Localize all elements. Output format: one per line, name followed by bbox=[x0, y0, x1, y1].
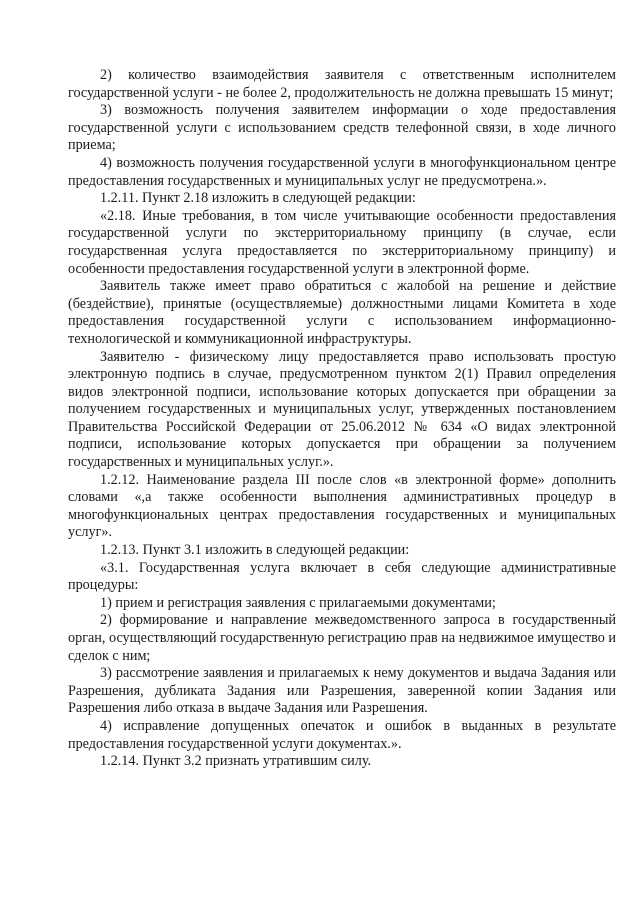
paragraph-clause-1-2-11: 1.2.11. Пункт 2.18 изложить в следующей редакции: bbox=[100, 190, 416, 207]
paragraph-clause-1-2-14: 1.2.14. Пункт 3.2 признать утратившим силу. bbox=[100, 753, 372, 770]
paragraph-item-3-info-access: 3) возможность получения заявителем информации о ходе предоставления государственной услуги с использованием средств телефонной связи, в ходе личного приема; bbox=[68, 102, 616, 154]
paragraph-procedure-1: 1) прием и регистрация заявления с прилагаемыми документами; bbox=[100, 594, 496, 611]
paragraph-item-2-interaction-count: 2) количество взаимодействия заявителя с ответственным исполнителем государственной услуги - не более 2, продолжительность не должна превышать 15 минут; bbox=[68, 67, 616, 101]
paragraph-clause-2-18: «2.18. Иные требования, в том числе учитывающие особенности предоставления государственной услуги по экстерриториальному принципу (в случае, если государственная услуга предоставляется по экстерриториальному принципу) и особенности предоставления государственной услуги в электронной форме. bbox=[68, 207, 616, 277]
paragraph-item-4-mfc: 4) возможность получения государственной услуги в многофункциональном центре предоставления государственных и муниципальных услуг не предусмотрена.». bbox=[68, 154, 616, 189]
paragraph-clause-1-2-12: 1.2.12. Наименование раздела III после слов «в электронной форме» дополнить словами «,а также особенности выполнения административных процедур в многофункциональных центрах предоставления государственных и муниципальных услуг». bbox=[68, 471, 616, 541]
paragraph-complaint-right: Заявитель также имеет право обратиться с жалобой на решение и действие (бездействие), принятые (осуществляемые) должностными лицами Комитета в ходе предоставления государственной услуги с использованием информационно-технологической и коммуникационной инфраструктуры. bbox=[68, 278, 616, 347]
paragraph-electronic-signature: Заявителю - физическому лицу предоставляется право использовать простую электронную подпись в случае, предусмотренном пунктом 2(1) Правил определения видов электронной подписи, использование которых допускается при обращении за получением государственных и муниципальных услуг, утвержденных постановлением Правительства Российской Федерации от 25.06.2012 № 634 «О видах электронной подписи, использование которых допускается при обращении за получением государственных и муниципальных услуг.». bbox=[68, 348, 616, 471]
paragraph-clause-3-1: «3.1. Государственная услуга включает в себя следующие административные процедуры: bbox=[68, 559, 616, 594]
paragraph-procedure-2: 2) формирование и направление межведомственного запроса в государственный орган, осуществляющий государственную регистрацию прав на недвижимое имущество и сделок с ним; bbox=[68, 612, 616, 664]
paragraph-clause-1-2-13: 1.2.13. Пункт 3.1 изложить в следующей редакции: bbox=[100, 542, 410, 559]
paragraph-procedure-3: 3) рассмотрение заявления и прилагаемых к нему документов и выдача Задания или Разрешения, дубликата Задания или Разрешения, заверенной копии Задания или Разрешения либо отказа в выдаче Задания или Разрешения. bbox=[68, 665, 616, 717]
paragraph-procedure-4: 4) исправление допущенных опечаток и ошибок в выданных в результате предоставления государственной услуги документах.». bbox=[68, 717, 616, 752]
document-body bbox=[68, 67, 616, 771]
